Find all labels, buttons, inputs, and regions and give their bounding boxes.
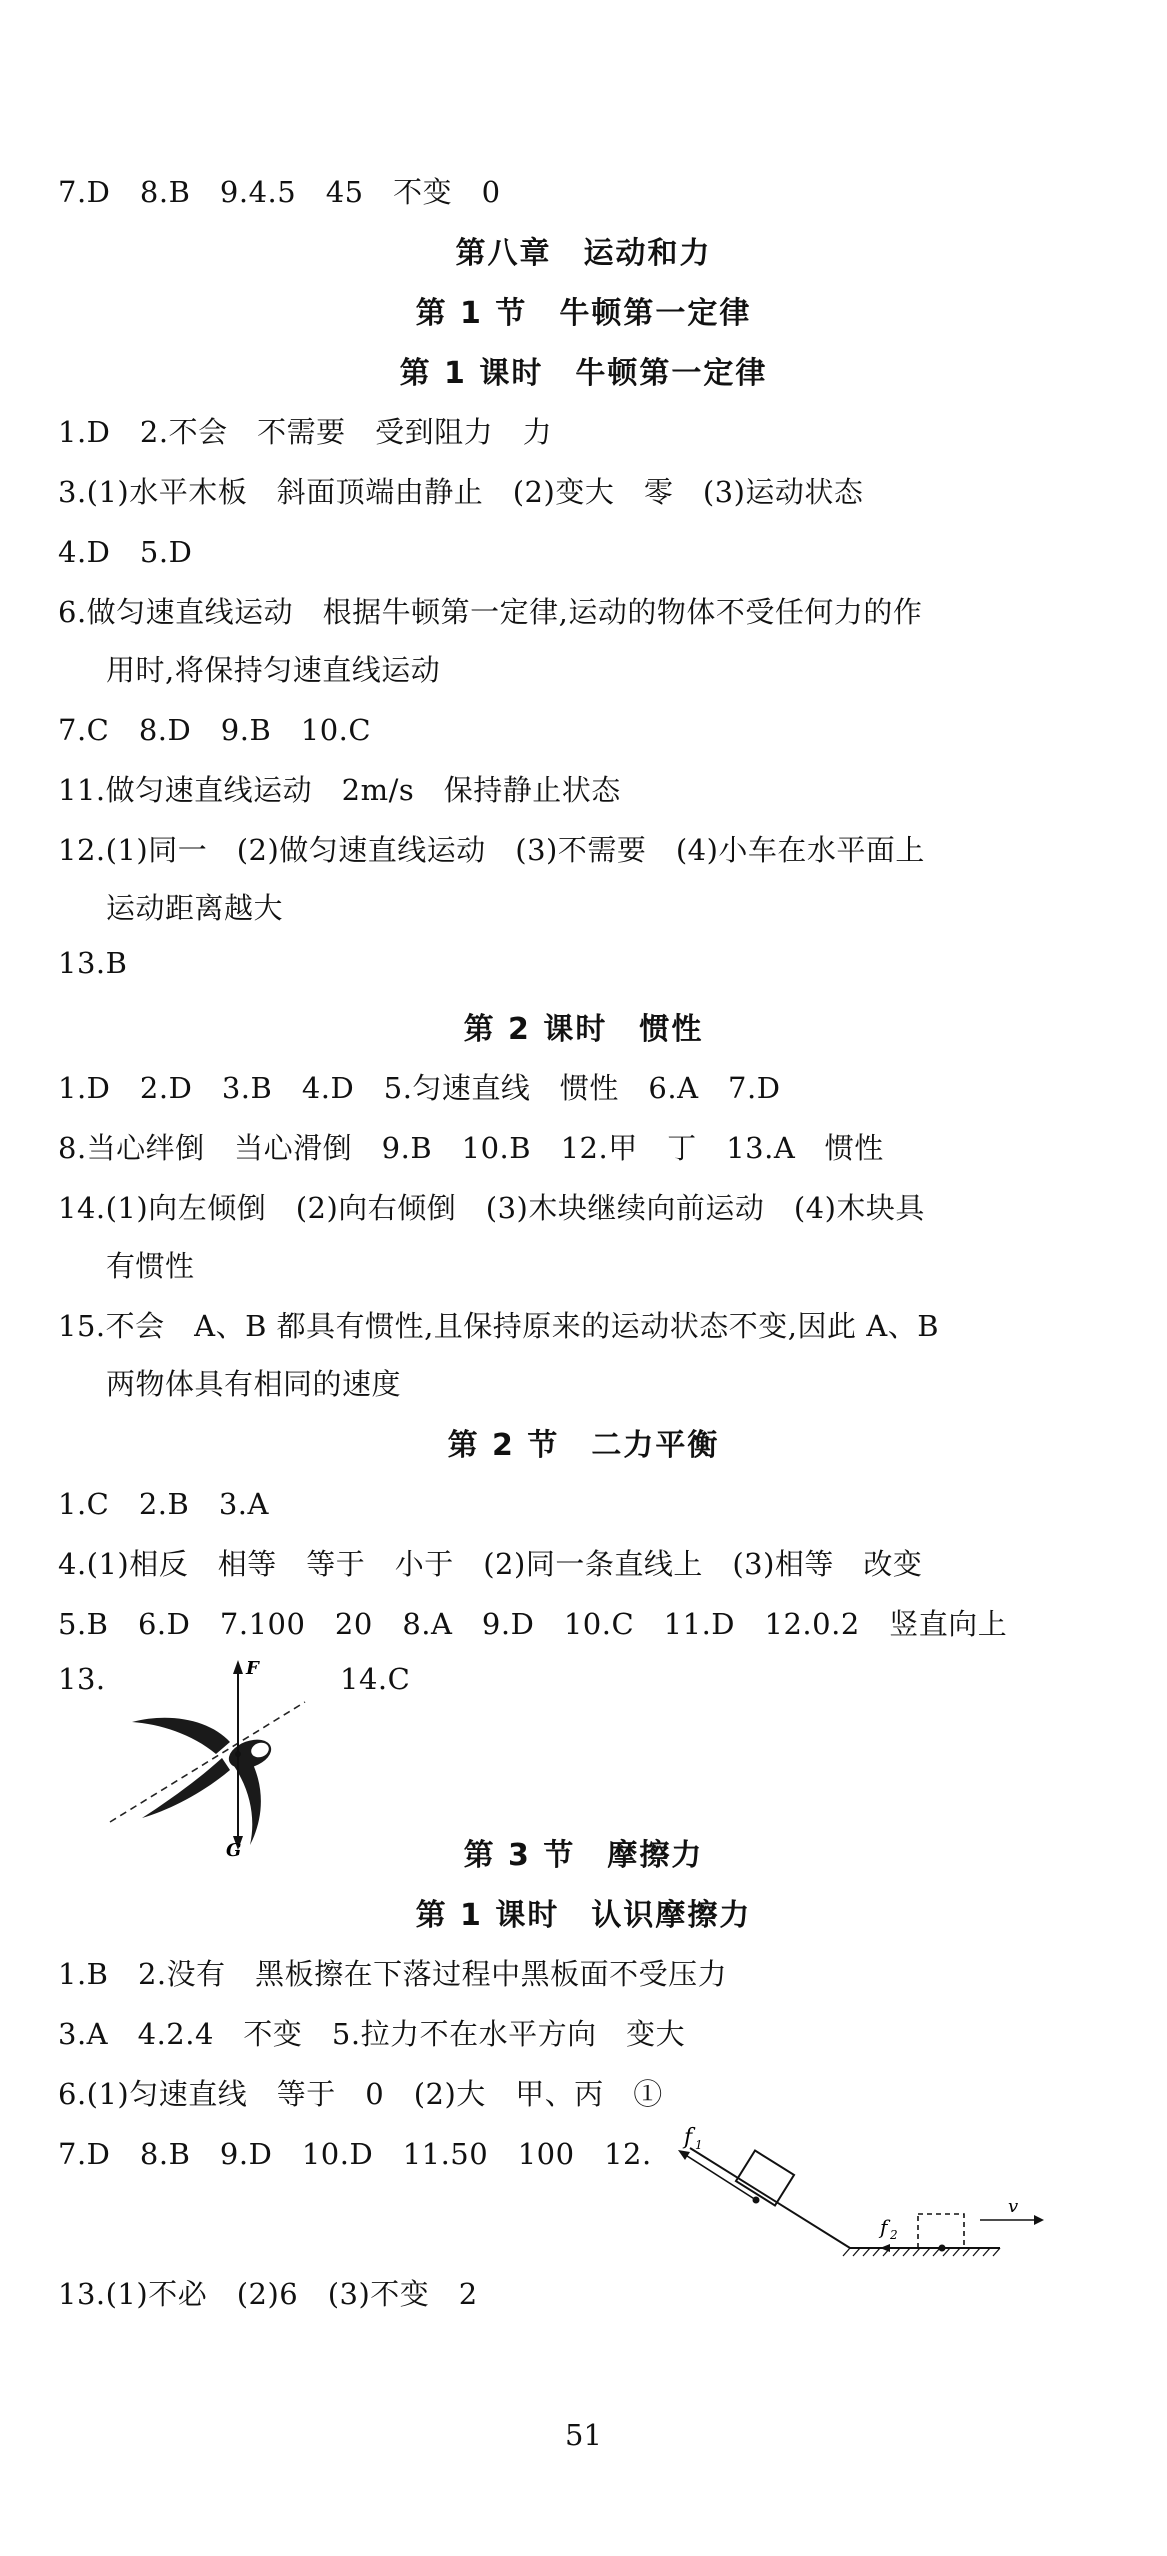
friction-label-f2-sub: 2 [890, 2228, 898, 2242]
answer-line: 7.C 8.D 9.B 10.C [58, 713, 372, 747]
answer-line: 14.(1)向左倾倒 (2)向右倾倒 (3)木块继续向前运动 (4)木块具 [58, 1191, 925, 1225]
answer-line: 13.(1)不必 (2)6 (3)不变 2 [58, 2277, 478, 2311]
lesson-title: 第 2 课时 惯性 [463, 1012, 704, 1047]
answer-line: 6.做匀速直线运动 根据牛顿第一定律,运动的物体不受任何力的作 [58, 595, 923, 629]
answer-line: 8.当心绊倒 当心滑倒 9.B 10.B 12.甲 丁 13.A 惯性 [58, 1131, 884, 1165]
lesson-title: 第 1 课时 牛顿第一定律 [399, 356, 768, 391]
answer-line: 13.B [58, 946, 128, 980]
lesson-title: 第 1 课时 认识摩擦力 [415, 1898, 752, 1933]
incline-friction-diagram [660, 2118, 1060, 2268]
answer-line: 15.不会 A、B 都具有惯性,且保持原来的运动状态不变,因此 A、B [58, 1309, 940, 1343]
section-title: 第 3 节 摩擦力 [463, 1838, 704, 1873]
friction-label-f1-sub: 1 [695, 2138, 703, 2152]
answer-line: 12.(1)同一 (2)做匀速直线运动 (3)不需要 (4)小车在水平面上 [58, 833, 925, 867]
answer-line: 运动距离越大 [106, 891, 284, 925]
answer-line: 两物体具有相同的速度 [106, 1367, 402, 1401]
answer-line: 4.(1)相反 相等 等于 小于 (2)同一条直线上 (3)相等 改变 [58, 1547, 923, 1581]
answer-line: 3.(1)水平木板 斜面顶端由静止 (2)变大 零 (3)运动状态 [58, 475, 864, 509]
swallow-force-diagram [100, 1650, 320, 1860]
chapter-title: 第八章 运动和力 [455, 236, 712, 271]
page-number: 51 [565, 2418, 602, 2452]
velocity-label: v [1008, 2196, 1019, 2217]
friction-label-f2: f [880, 2215, 888, 2239]
section-title: 第 1 节 牛顿第一定律 [415, 296, 752, 331]
answer-line: 7.D 8.B 9.D 10.D 11.50 100 12. [58, 2137, 652, 2171]
friction-label-f1: f [684, 2125, 693, 2150]
answer-line: 1.B 2.没有 黑板擦在下落过程中黑板面不受压力 [58, 1957, 728, 1991]
answer-line: 1.C 2.B 3.A [58, 1487, 269, 1521]
answer-line: 5.B 6.D 7.100 20 8.A 9.D 10.C 11.D 12.0.2 竖直向上 [58, 1607, 1008, 1641]
answer-line: 6.(1)匀速直线 等于 0 (2)大 甲、丙 ① [58, 2077, 663, 2111]
force-label-g: G [226, 1840, 242, 1860]
force-label-f: F [246, 1658, 259, 1679]
answer-line: 1.D 2.D 3.B 4.D 5.匀速直线 惯性 6.A 7.D [58, 1071, 781, 1105]
answer-line: 3.A 4.2.4 不变 5.拉力不在水平方向 变大 [58, 2017, 686, 2051]
answer-line: 有惯性 [106, 1249, 195, 1283]
answer-line: 4.D 5.D [58, 535, 193, 569]
answer-line: 11.做匀速直线运动 2m/s 保持静止状态 [58, 773, 621, 807]
answer-line: 用时,将保持匀速直线运动 [106, 653, 441, 687]
section-title: 第 2 节 二力平衡 [447, 1428, 720, 1463]
answer-line: 1.D 2.不会 不需要 受到阻力 力 [58, 415, 553, 449]
answer-line: 14.C [340, 1662, 411, 1696]
question-number: 13. [58, 1662, 106, 1696]
answer-line: 7.D 8.B 9.4.5 45 不变 0 [58, 175, 501, 209]
